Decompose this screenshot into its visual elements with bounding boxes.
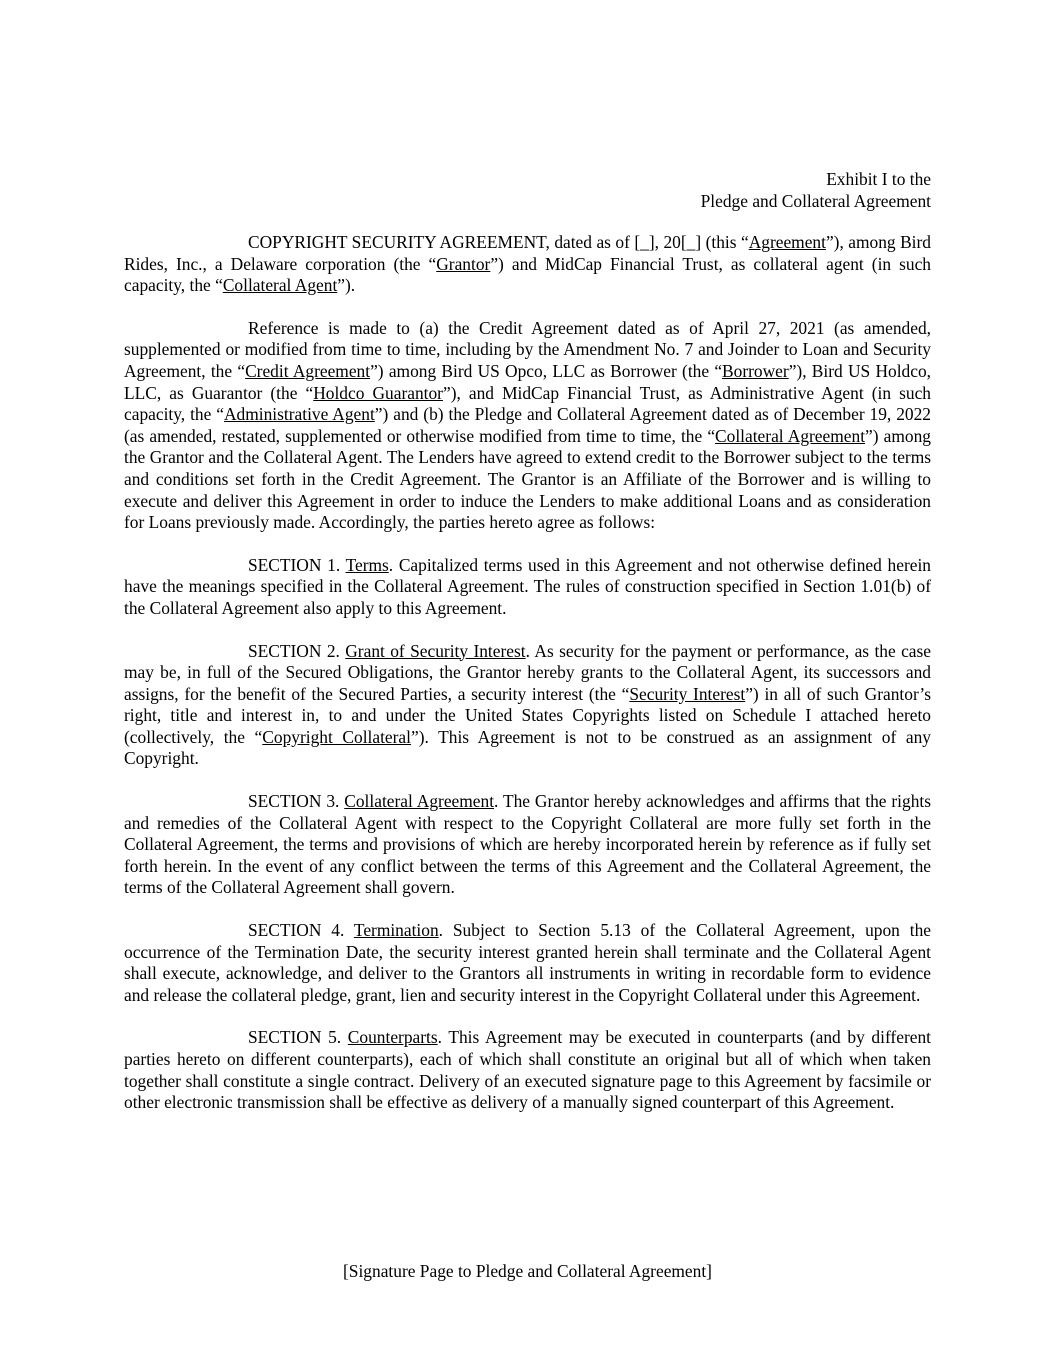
section-1-number: SECTION 1. — [248, 554, 346, 575]
intro-text-b: ”), among Bird Rides, Inc., a Delaware corporation (the “ — [124, 232, 931, 274]
intro-text-a: COPYRIGHT SECURITY AGREEMENT, dated as of [_], 20[_] (this “ — [248, 232, 749, 252]
defined-term-collateral-agreement: Collateral Agreement — [715, 425, 866, 446]
intro-text-c: ”) and MidCap Financial Trust, as collateral agent (in such capacity, the “ — [124, 253, 931, 296]
section-1-title: Terms — [345, 554, 389, 575]
reference-paragraph — [124, 318, 931, 534]
section-2-title: Grant of Security Interest — [345, 640, 526, 661]
defined-term-borrower: Borrower — [722, 360, 789, 381]
exhibit-line-1: Exhibit I to the — [826, 169, 931, 189]
section-5-title: Counterparts — [347, 1027, 438, 1048]
reference-text-b: ”) among Bird US Opco, LLC as Borrower (the “ — [370, 360, 723, 381]
section-4-paragraph — [124, 920, 931, 1006]
defined-term-security-interest: Security Interest — [629, 683, 746, 704]
defined-term-holdco-guarantor: Holdco Guarantor — [313, 382, 443, 403]
reference-text-f: ”) among the Grantor and the Collateral Agent. The Lenders have agreed to extend credit to the Borrower subject to the terms and conditions set forth in the Credit Agreement. The Grantor is an Affiliate of the Borrower and is willing to execute and deliver this Agreement in order to induce the Lenders to make additional Loans and as consideration for Loans previously made. Accordingly, the parties hereto agree as follows: — [124, 425, 931, 533]
section-2-text-a: . As security for the payment or performance, as the case may be, in full of the Secured Obligations, the Grantor hereby grants to the Collateral Agent, its successors and assigns, for the benefit of the Secured Parties, a security interest (the “ — [124, 640, 932, 704]
reference-text-a: Reference is made to (a) the Credit Agreement dated as of April 27, 2021 (as amended, supplemented or modified from time to time, including by the Amendment No. 7 and Joinder to Loan and Security Agreement, the “ — [124, 317, 931, 381]
document-body — [124, 232, 931, 1135]
section-1-text: . Capitalized terms used in this Agreement and not otherwise defined herein have the meanings specified in the Collateral Agreement. The rules of construction specified in Section 1.01(b) of the Collateral Agreement also apply to this Agreement. — [124, 554, 931, 618]
exhibit-heading — [701, 168, 931, 212]
signature-page-footer: [Signature Page to Pledge and Collateral Agreement] — [343, 1261, 712, 1281]
defined-term-administrative-agent: Administrative Agent — [223, 404, 375, 425]
defined-term-agreement: Agreement — [748, 232, 826, 252]
defined-term-copyright-collateral: Copyright Collateral — [262, 726, 411, 747]
intro-paragraph — [124, 232, 931, 297]
section-5-paragraph — [124, 1027, 931, 1113]
section-4-number: SECTION 4. — [248, 920, 354, 941]
section-3-text: . The Grantor hereby acknowledges and affirms that the rights and remedies of the Collateral Agent with respect to the Copyright Collateral are more fully set forth in the Collateral Agreement, the terms and provisions of which are hereby incorporated herein by reference as if fully set forth herein. In the event of any conflict between the terms of this Agreement and the Collateral Agreement, the terms of the Collateral Agreement shall govern. — [124, 791, 931, 898]
section-2-text-b: ”) in all of such Grantor’s right, title and interest in, to and under the United States Copyrights listed on Schedule I attached hereto (collectively, the “ — [124, 683, 931, 747]
section-2-text-c: ”). This Agreement is not to be construed as an assignment of any Copyright. — [124, 726, 931, 769]
defined-term-credit-agreement: Credit Agreement — [245, 360, 371, 381]
section-3-title: Collateral Agreement — [344, 791, 495, 812]
section-5-text: . This Agreement may be executed in counterparts (and by different parties hereto on different counterparts), each of which shall constitute an original but all of which when taken together shall constitute a single contract. Delivery of an executed signature page to this Agreement by facsimile or other electronic transmission shall be effective as delivery of a manually signed counterpart of this Agreement. — [124, 1027, 931, 1113]
defined-term-collateral-agent: Collateral Agent — [222, 275, 338, 296]
reference-text-e: ”) and (b) the Pledge and Collateral Agreement dated as of December 19, 2022 (as amended, restated, supplemented or otherwise modified from time to time, the “ — [124, 404, 931, 446]
intro-text-d: ”). — [337, 275, 356, 296]
reference-text-d: ”), and MidCap Financial Trust, as Administrative Agent (in such capacity, the “ — [124, 382, 931, 425]
section-2-number: SECTION 2. — [248, 640, 346, 661]
defined-term-grantor: Grantor — [436, 253, 491, 274]
section-5-number: SECTION 5. — [248, 1027, 348, 1048]
section-4-title: Termination — [353, 920, 439, 941]
section-2-paragraph — [124, 641, 931, 771]
section-3-paragraph — [124, 791, 931, 899]
section-1-paragraph — [124, 555, 931, 620]
section-4-text: . Subject to Section 5.13 of the Collateral Agreement, upon the occurrence of the Termination Date, the security interest granted herein shall terminate and the Collateral Agent shall execute, acknowledge, and deliver to the Grantors all instruments in writing in recordable form to evidence and release the collateral pledge, grant, lien and security interest in the Copyright Collateral under this Agreement. — [124, 920, 931, 1005]
exhibit-line-2: Pledge and Collateral Agreement — [700, 191, 931, 211]
section-3-number: SECTION 3. — [248, 791, 345, 812]
reference-text-c: ”), Bird US Holdco, LLC, as Guarantor (the “ — [124, 360, 931, 403]
